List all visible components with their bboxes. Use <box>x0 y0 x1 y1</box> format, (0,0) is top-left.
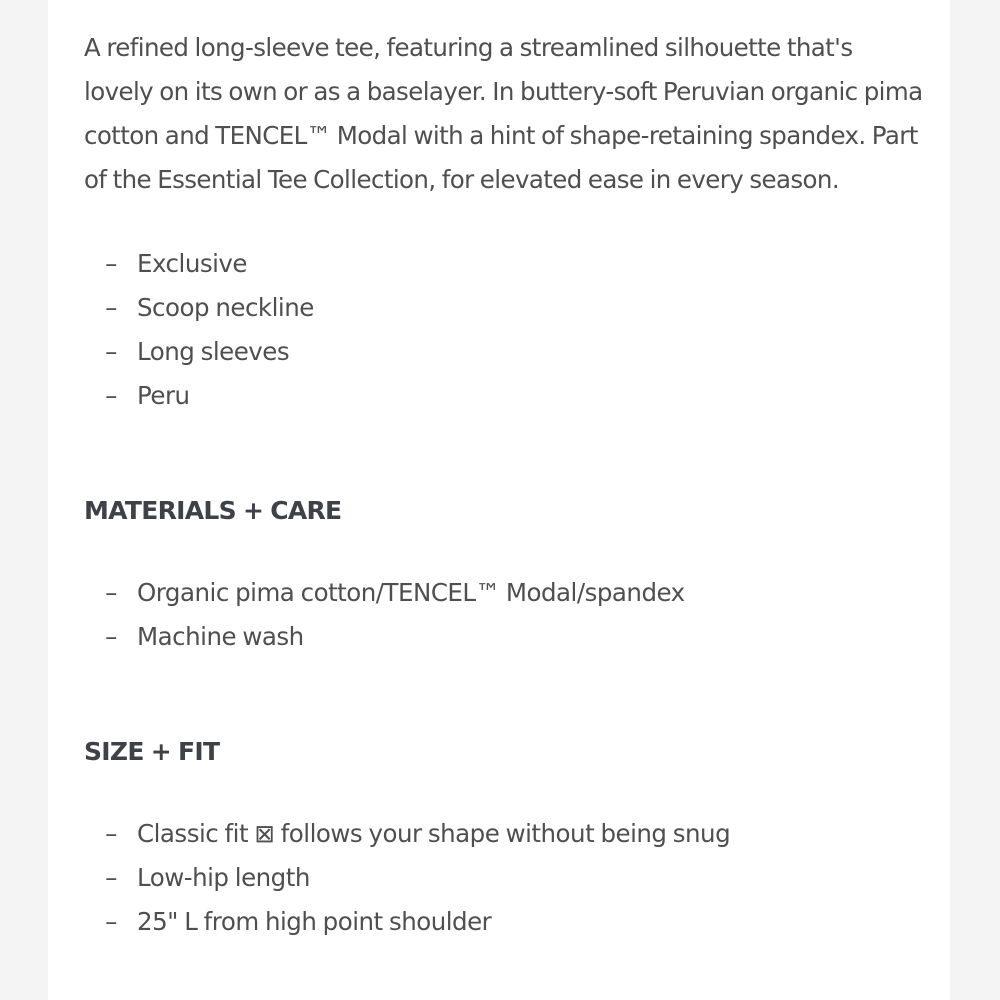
dash-bullet: – <box>105 381 117 410</box>
dash-bullet: – <box>105 578 117 607</box>
product-details-text <box>84 26 924 944</box>
size-fit-text: Low-hip length <box>137 863 310 892</box>
dash-bullet: – <box>105 337 117 366</box>
feature-text: Scoop neckline <box>137 293 314 322</box>
size-fit-text: 25" L from high point shoulder <box>137 907 492 936</box>
product-description: A refined long-sleeve tee, featuring a streamlined silhouette that's lovely on its own or as a baselayer. In buttery-soft Peruvian organic pima cotton and TENCEL™ Modal with a hint of shape-retaining spandex. Part of the Essential Tee Collection, for elevated ease in every season. <box>84 33 923 194</box>
product-details-panel <box>48 0 950 1000</box>
feature-list <box>84 242 924 418</box>
materials-item <box>84 615 924 659</box>
feature-item <box>84 242 924 286</box>
dash-bullet: – <box>105 863 117 892</box>
materials-text: Organic pima cotton/TENCEL™ Modal/spandex <box>137 578 685 607</box>
feature-text: Peru <box>137 381 190 410</box>
size-fit-item <box>84 856 924 900</box>
dash-bullet: – <box>105 293 117 322</box>
feature-item <box>84 330 924 374</box>
size-fit-text: Classic fit ⊠ follows your shape without being snug <box>137 819 731 848</box>
dash-bullet: – <box>105 907 117 936</box>
feature-item <box>84 286 924 330</box>
size-fit-item <box>84 900 924 944</box>
materials-care-list <box>84 571 924 659</box>
materials-item <box>84 571 924 615</box>
feature-text: Long sleeves <box>137 337 290 366</box>
feature-text: Exclusive <box>137 249 247 278</box>
size-fit-heading: SIZE + FIT <box>84 737 220 766</box>
dash-bullet: – <box>105 819 117 848</box>
materials-text: Machine wash <box>137 622 304 651</box>
dash-bullet: – <box>105 249 117 278</box>
size-fit-list <box>84 812 924 944</box>
feature-item <box>84 374 924 418</box>
dash-bullet: – <box>105 622 117 651</box>
size-fit-item <box>84 812 924 856</box>
materials-care-heading: MATERIALS + CARE <box>84 496 342 525</box>
